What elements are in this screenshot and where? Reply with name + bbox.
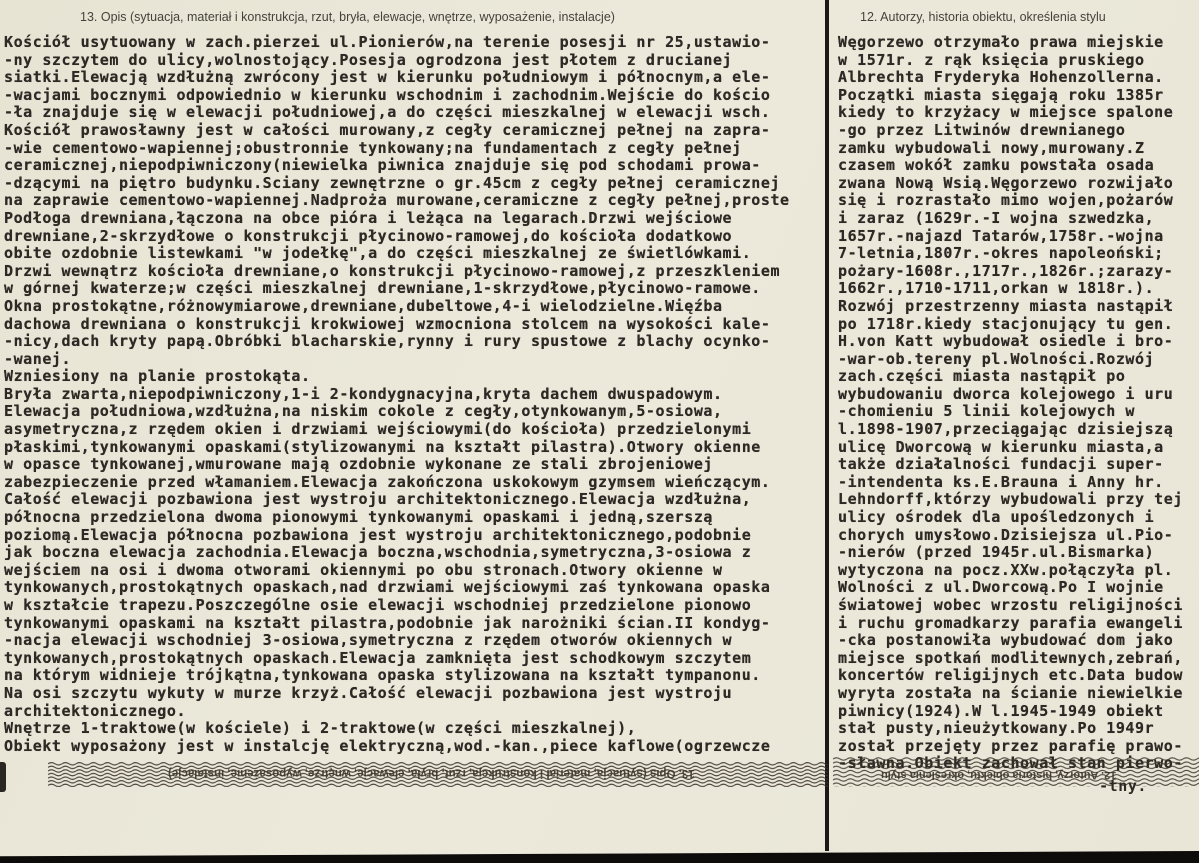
typewritten-line: miejsce spotkań modlitewnych,zebrań,	[838, 648, 1183, 667]
typewritten-line: ulicę Dworcową w kierunku miasta,a	[838, 437, 1164, 456]
typewritten-line: asymetryczna,z rzędem okien i drzwiami wejściowymi(do kościoła) przedzielonymi	[4, 420, 752, 439]
typewritten-line: po 1718r.kiedy stacjonujący tu gen.	[838, 314, 1174, 333]
typewritten-line: tynkowanych,prostokątnych opaskach,nad drzwiami wejściowymi zaś tynkowana opaska	[4, 578, 771, 597]
typewritten-line: Na osi szczytu wykuty w murze krzyż.Całość elewacji pozbawiona jest wystroju	[4, 683, 733, 702]
typewritten-line: H.von Katt wybudował osiedle i bro-	[838, 332, 1174, 351]
typewritten-line: koncertów religijnych etc.Data budow	[838, 666, 1183, 685]
typewritten-line: w kształcie trapezu.Poszczególne osie elewacji wschodniej przedzielone pionowo	[4, 596, 752, 614]
typewritten-line: l.1898-1907,przeciągając dzisiejszą	[838, 420, 1174, 439]
typewritten-line: w 1571r. z rąk księcia pruskiego	[838, 50, 1145, 69]
typewritten-line: Rozwój przestrzenny miasta nastąpił	[838, 296, 1174, 315]
typewritten-line: i ruchu gromadkarzy parafia ewangeli	[838, 613, 1183, 632]
typewritten-line: wejściem na osi i dwoma otworami okiennymi po obu stronach.Otwory okienne w	[4, 560, 723, 579]
typewritten-line: zwana Nową Wsią.Węgorzewo rozwijało	[838, 173, 1174, 192]
typewritten-line: -ny szczytem do ulicy,wolnostojący.Posesja ogrodzona jest płotem z drucianej	[4, 50, 733, 69]
typewritten-line: Wzniesiony na planie prostokąta.	[4, 367, 311, 386]
typewritten-line: Lehndorff,którzy wybudowali przy tej	[838, 490, 1183, 509]
typewritten-line: -wanej.	[4, 349, 72, 368]
description-text-block	[4, 34, 828, 755]
typewritten-line: ulicy ośrodek dla upośledzonych i	[838, 508, 1155, 527]
typewritten-line: wybudowaniu dworca kolejowego i uru	[838, 384, 1174, 403]
typewritten-line: zabezpieczenie przed włamaniem.Elewacja zakończona uskokowym gzymsem wieńczącym.	[4, 472, 771, 491]
description-section	[4, 10, 828, 755]
typewritten-line: Bryła zwarta,niepodpiwniczony,1-i 2-kondygnacyjna,kryta dachem dwuspadowym.	[4, 384, 723, 403]
inverted-struck-header-right: 12. Autorzy, historia obiektu, określenia stylu	[881, 769, 1117, 781]
typewritten-line: tynkowanymi opaskami na kształt pilastra,podobnie jak narożniki ścian.II kondyg-	[4, 613, 771, 632]
typewritten-line: jak boczna elewacja zachodnia.Elewacja boczna,wschodnia,symetryczna,3-osiowa z	[4, 543, 752, 562]
typewritten-line: na zaprawie cementowo-wapiennej.Nadproża murowane,ceramiczne z cegły pełnej,proste	[4, 191, 790, 210]
typewritten-line: -wacjami bocznymi odpowiednio w kierunku wschodnim i zachodnim.Wejście do kościo	[4, 85, 771, 104]
typewritten-line: -wie cementowo-wapiennej;obustronnie tynkowany;na fundamentach z cegły pełnej	[4, 138, 742, 157]
scan-bottom-edge	[0, 851, 1199, 863]
scan-edge-mark	[0, 762, 6, 792]
typewritten-line: Całość elewacji pozbawiona jest wystroju architektonicznego.Elewacja wzdłużna,	[4, 490, 752, 509]
typewritten-line: Kościół prawosławny jest w całości murowany,z cegły ceramicznej pełnej na zapra-	[4, 120, 771, 139]
typewritten-line: północna przedzielona dwoma pionowymi tynkowanymi opaskami i jedną,szerszą	[4, 508, 713, 527]
history-section	[838, 10, 1197, 773]
typewritten-line: Elewacja południowa,wzdłużna,na niskim cokole z cegły,otynkowanym,5-osiowa,	[4, 402, 723, 421]
typewritten-line: 1657r.-najazd Tatarów,1758r.-wojna	[838, 226, 1164, 245]
typewritten-line: -cka postanowiła wybudować dom jako	[838, 631, 1174, 650]
typewritten-line: się i rozrastało mimo wojen,pożarów	[838, 191, 1174, 210]
section-13-header: 13. Opis (sytuacja, materiał i konstrukcja, rzut, bryła, elewacje, wnętrze, wyposażenie, instalacje)	[80, 10, 615, 24]
typewritten-line: -war-ob.tereny pl.Wolności.Rozwój	[838, 349, 1155, 368]
typewritten-line: tynkowanych,prostokątnych opaskach.Elewacja zamknięta jest schodkowym szczytem	[4, 648, 752, 667]
typewritten-line: -intendenta ks.E.Brauna i Anny hr.	[838, 472, 1164, 491]
typewritten-line: -nicy,dach kryty papą.Obróbki blacharskie,rynny i rury spustowe z blachy ocynko-	[4, 332, 771, 351]
column-divider-line	[825, 0, 829, 851]
typewritten-line: -nierów (przed 1945r.ul.Bismarka)	[838, 543, 1155, 562]
typewritten-line: i zaraz (1629r.-I wojna szwedzka,	[838, 208, 1155, 227]
typewritten-line: Kościół usytuowany w zach.pierzei ul.Pionierów,na terenie posesji nr 25,ustawio-	[4, 33, 771, 51]
typewritten-line: został przejęty przez parafię prawo-	[838, 736, 1183, 755]
typewritten-line: -go przez Litwinów drewnianego	[838, 120, 1126, 139]
typewritten-line: -chomieniu 5 linii kolejowych w	[838, 402, 1136, 421]
typewritten-line: -dzącymi na piętro budynku.Sciany zewnętrzne o gr.45cm z cegły pełnej ceramicznej	[4, 173, 781, 192]
strikeout-band-right	[833, 757, 1199, 795]
typewritten-line: wyryta została na ścianie niewielkie	[838, 683, 1183, 702]
typewritten-line: -nacja elewacji wschodniej 3-osiowa,symetryczna z rzędem otworów okiennych w	[4, 631, 733, 650]
typewritten-line: drewniane,2-skrzydłowe o konstrukcji płycinowo-ramowej,do kościoła dodatkowo	[4, 226, 733, 245]
typewritten-line: stał pusty,nieużytkowany.Po 1949r	[838, 719, 1155, 738]
typewritten-line: w górnej kwaterze;w części mieszkalnej drewniane,1-skrzydłowe,płycinowo-ramowe.	[4, 279, 761, 298]
typewritten-line: Węgorzewo otrzymało prawa miejskie	[838, 33, 1164, 51]
typewritten-line: wytyczona na pocz.XXw.połączyła pl.	[838, 560, 1174, 579]
typewritten-line: architektonicznego.	[4, 701, 187, 720]
typewritten-line: czasem wokół zamku powstała osada	[838, 156, 1155, 175]
typewritten-line: Podłoga drewniana,łączona na obce pióra i leżąca na legarach.Drzwi wejściowe	[4, 208, 733, 227]
typewritten-line: poziomą.Elewacja północna pozbawiona jest wystroju architektonicznego,podobnie	[4, 525, 752, 544]
typewritten-line: ceramicznej,niepodpiwniczony(niewielka piwnica znajduje się pod schodami prowa-	[4, 156, 761, 175]
typewritten-line: Drzwi wewnątrz kościoła drewniane,o konstrukcji płycinowo-ramowej,z przeszkleniem	[4, 261, 781, 280]
typewritten-line: siatki.Elewacją wzdłużną zwrócony jest w kierunku południowym i północnym,a ele-	[4, 68, 771, 87]
typewritten-line: Obiekt wyposażony jest w instalcję elektryczną,wod.-kan.,piece kaflowe(ogrzewcze	[4, 736, 771, 755]
typewritten-line: światowej wobec wrzostu religijności	[838, 596, 1183, 614]
typewritten-line: Wnętrze 1-traktowe(w kościele) i 2-traktowe(w części mieszkalnej),	[4, 719, 637, 738]
typewritten-line: w opasce tynkowanej,wmurowane mają ozdobnie wykonane ze stali zbrojeniowej	[4, 455, 713, 474]
typewritten-line: zach.części miasta nastąpił po	[838, 367, 1126, 386]
typewritten-line: także działalności fundacji super-	[838, 455, 1164, 474]
typewritten-line: na którym widnieje trójkątna,tynkowana opaska stylizowana na kształt tympanonu.	[4, 666, 761, 685]
typewritten-line: zamku wybudowali nowy,murowany.Z	[838, 138, 1145, 157]
typewritten-line: płaskimi,tynkowanymi opaskami(stylizowanymi na kształt pilastra).Otwory okienne	[4, 437, 761, 456]
section-12-header: 12. Autorzy, historia obiektu, określenia stylu	[860, 10, 1106, 24]
typewritten-line: 1662r.,1710-1711,orkan w 1818r.).	[838, 279, 1155, 298]
typewritten-line: pożary-1608r.,1717r.,1826r.;zarazy-	[838, 261, 1174, 280]
typewritten-line: chorych umysłowo.Dzisiejsza ul.Pio-	[838, 525, 1174, 544]
typewritten-line: obite ozdobnie listewkami "w jodełkę",a do części mieszkalnej ze świetlówkami.	[4, 244, 752, 263]
typewritten-line: 7-letnia,1807r.-okres napoleoński;	[838, 244, 1164, 263]
typewritten-line: dachowa drewniana o konstrukcji krokwiowej wzmocniona stolcem na wysokości kale-	[4, 314, 771, 333]
inverted-struck-header-left: 13. Opis (sytuacja, materiał i konstrukcja, rzut, bryła, elewacje, wnętrze, wyposażenie, instalacje)	[168, 767, 695, 779]
typewritten-line: Początki miasta sięgają roku 1385r	[838, 85, 1164, 104]
history-text-block	[838, 34, 1197, 773]
typewritten-line: kiedy to krzyżacy w miejsce spalone	[838, 103, 1174, 122]
typewritten-line: piwnicy(1924).W l.1945-1949 obiekt	[838, 701, 1164, 720]
typewritten-line: -ła znajduje się w elewacji południowej,a do części mieszkalnej w elewacji wsch.	[4, 103, 771, 122]
typewritten-line: Okna prostokątne,różnowymiarowe,drewniane,dubeltowe,4-i wielodzielne.Więźba	[4, 296, 723, 315]
struck-line-ending: -tny.	[1099, 777, 1147, 795]
strikeout-band-left	[48, 762, 828, 787]
typewritten-line: Albrechta Fryderyka Hohenzollerna.	[838, 68, 1164, 87]
typewritten-line: Wolności z ul.Dworcową.Po I wojnie	[838, 578, 1164, 597]
